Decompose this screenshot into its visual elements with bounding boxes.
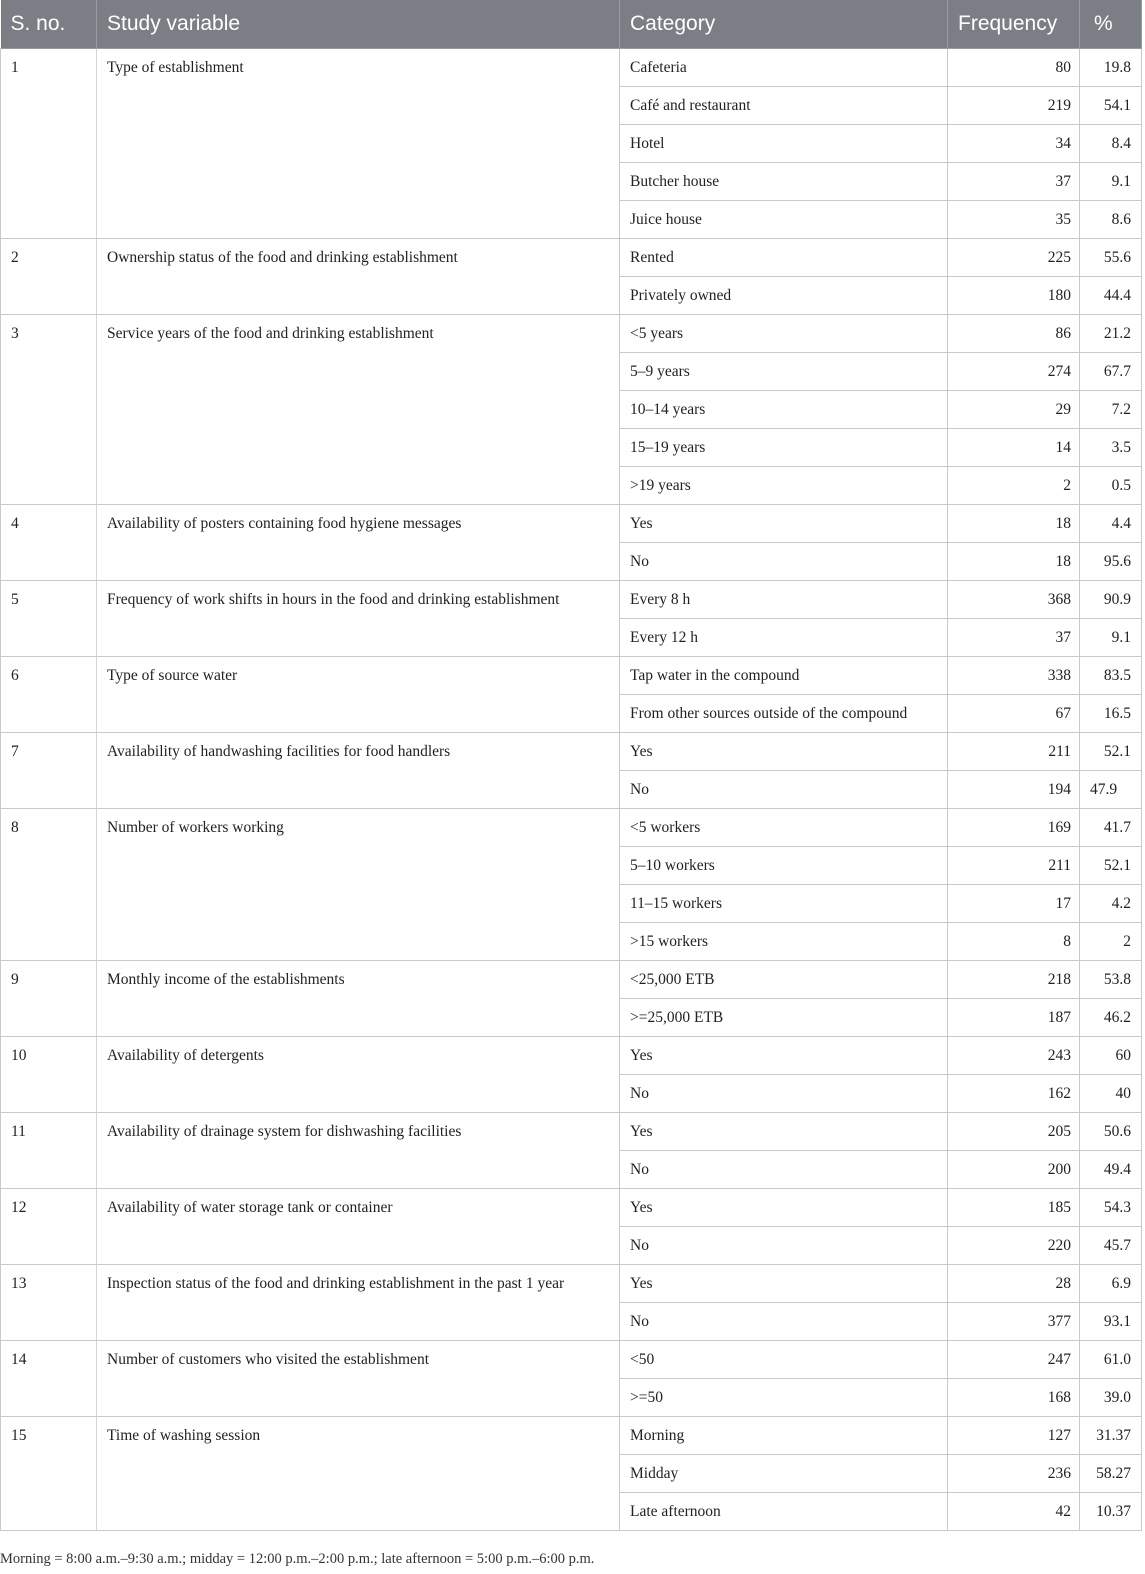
table-row <box>1 1037 1142 1075</box>
cell-category: Yes <box>620 1037 948 1075</box>
cell-category: From other sources outside of the compound <box>620 695 948 733</box>
table-row <box>1 49 1142 87</box>
cell-sno: 8 <box>1 809 97 961</box>
cell-frequency: 211 <box>948 733 1080 771</box>
header-study-variable: Study variable <box>97 0 620 49</box>
cell-sno: 4 <box>1 505 97 581</box>
cell-category: No <box>620 771 948 809</box>
cell-percent: 2 <box>1080 923 1142 961</box>
cell-study-variable: Monthly income of the establishments <box>97 961 620 1037</box>
cell-sno: 5 <box>1 581 97 657</box>
cell-frequency: 185 <box>948 1189 1080 1227</box>
table-row <box>1 733 1142 771</box>
cell-percent: 55.6 <box>1080 239 1142 277</box>
cell-percent: 41.7 <box>1080 809 1142 847</box>
cell-study-variable: Availability of drainage system for dishwashing facilities <box>97 1113 620 1189</box>
cell-frequency: 169 <box>948 809 1080 847</box>
cell-percent: 61.0 <box>1080 1341 1142 1379</box>
cell-frequency: 218 <box>948 961 1080 999</box>
cell-percent: 10.37 <box>1080 1493 1142 1531</box>
cell-study-variable: Type of establishment <box>97 49 620 239</box>
cell-percent: 46.2 <box>1080 999 1142 1037</box>
cell-category: Butcher house <box>620 163 948 201</box>
cell-percent: 60 <box>1080 1037 1142 1075</box>
cell-frequency: 28 <box>948 1265 1080 1303</box>
cell-frequency: 2 <box>948 467 1080 505</box>
cell-frequency: 127 <box>948 1417 1080 1455</box>
cell-percent: 90.9 <box>1080 581 1142 619</box>
cell-category: Yes <box>620 1189 948 1227</box>
table-row <box>1 1189 1142 1227</box>
cell-frequency: 37 <box>948 163 1080 201</box>
cell-frequency: 194 <box>948 771 1080 809</box>
cell-study-variable: Ownership status of the food and drinking establishment <box>97 239 620 315</box>
cell-category: Café and restaurant <box>620 87 948 125</box>
cell-category: Privately owned <box>620 277 948 315</box>
cell-category: No <box>620 1227 948 1265</box>
cell-sno: 13 <box>1 1265 97 1341</box>
cell-frequency: 34 <box>948 125 1080 163</box>
cell-study-variable: Time of washing session <box>97 1417 620 1531</box>
cell-sno: 3 <box>1 315 97 505</box>
cell-frequency: 14 <box>948 429 1080 467</box>
cell-study-variable: Availability of posters containing food hygiene messages <box>97 505 620 581</box>
cell-sno: 1 <box>1 49 97 239</box>
cell-category: Tap water in the compound <box>620 657 948 695</box>
cell-category: 5–10 workers <box>620 847 948 885</box>
cell-category: <25,000 ETB <box>620 961 948 999</box>
header-frequency: Frequency <box>948 0 1080 49</box>
cell-percent: 9.1 <box>1080 619 1142 657</box>
cell-study-variable: Service years of the food and drinking establishment <box>97 315 620 505</box>
table-row <box>1 581 1142 619</box>
table-body <box>1 49 1142 1531</box>
cell-study-variable: Number of customers who visited the establishment <box>97 1341 620 1417</box>
cell-frequency: 180 <box>948 277 1080 315</box>
cell-frequency: 187 <box>948 999 1080 1037</box>
cell-percent: 54.1 <box>1080 87 1142 125</box>
table-row <box>1 961 1142 999</box>
cell-sno: 2 <box>1 239 97 315</box>
cell-frequency: 219 <box>948 87 1080 125</box>
cell-percent: 4.2 <box>1080 885 1142 923</box>
cell-category: Midday <box>620 1455 948 1493</box>
cell-percent: 7.2 <box>1080 391 1142 429</box>
cell-frequency: 368 <box>948 581 1080 619</box>
cell-frequency: 205 <box>948 1113 1080 1151</box>
cell-percent: 0.5 <box>1080 467 1142 505</box>
cell-category: Yes <box>620 505 948 543</box>
cell-category: 11–15 workers <box>620 885 948 923</box>
cell-percent: 6.9 <box>1080 1265 1142 1303</box>
cell-percent: 40 <box>1080 1075 1142 1113</box>
cell-category: >19 years <box>620 467 948 505</box>
cell-percent: 47.9 <box>1080 771 1142 809</box>
cell-percent: 67.7 <box>1080 353 1142 391</box>
cell-percent: 50.6 <box>1080 1113 1142 1151</box>
cell-frequency: 17 <box>948 885 1080 923</box>
cell-frequency: 67 <box>948 695 1080 733</box>
cell-frequency: 18 <box>948 505 1080 543</box>
cell-sno: 11 <box>1 1113 97 1189</box>
cell-study-variable: Availability of water storage tank or container <box>97 1189 620 1265</box>
cell-percent: 19.8 <box>1080 49 1142 87</box>
table-row <box>1 809 1142 847</box>
cell-category: Late afternoon <box>620 1493 948 1531</box>
table-footnote: Morning = 8:00 a.m.–9:30 a.m.; midday = 12:00 p.m.–2:00 p.m.; late afternoon = 5:00 p.m.–6:00 p.m. <box>0 1551 595 1567</box>
cell-category: No <box>620 543 948 581</box>
cell-frequency: 274 <box>948 353 1080 391</box>
cell-frequency: 211 <box>948 847 1080 885</box>
table-row <box>1 1265 1142 1303</box>
cell-study-variable: Inspection status of the food and drinking establishment in the past 1 year <box>97 1265 620 1341</box>
header-row <box>1 0 1142 49</box>
cell-percent: 16.5 <box>1080 695 1142 733</box>
cell-frequency: 86 <box>948 315 1080 353</box>
cell-sno: 10 <box>1 1037 97 1113</box>
cell-frequency: 236 <box>948 1455 1080 1493</box>
cell-study-variable: Availability of detergents <box>97 1037 620 1113</box>
cell-study-variable: Type of source water <box>97 657 620 733</box>
cell-category: Rented <box>620 239 948 277</box>
cell-percent: 8.6 <box>1080 201 1142 239</box>
cell-study-variable: Number of workers working <box>97 809 620 961</box>
header-percent: % <box>1080 0 1142 49</box>
table-row <box>1 505 1142 543</box>
cell-category: Every 8 h <box>620 581 948 619</box>
cell-frequency: 225 <box>948 239 1080 277</box>
cell-frequency: 200 <box>948 1151 1080 1189</box>
cell-percent: 93.1 <box>1080 1303 1142 1341</box>
cell-percent: 4.4 <box>1080 505 1142 543</box>
cell-percent: 58.27 <box>1080 1455 1142 1493</box>
cell-category: <5 workers <box>620 809 948 847</box>
cell-percent: 52.1 <box>1080 733 1142 771</box>
cell-category: Cafeteria <box>620 49 948 87</box>
cell-sno: 7 <box>1 733 97 809</box>
cell-frequency: 42 <box>948 1493 1080 1531</box>
cell-frequency: 220 <box>948 1227 1080 1265</box>
cell-category: 10–14 years <box>620 391 948 429</box>
cell-category: Juice house <box>620 201 948 239</box>
cell-category: No <box>620 1303 948 1341</box>
cell-sno: 9 <box>1 961 97 1037</box>
table-row <box>1 1417 1142 1455</box>
cell-percent: 8.4 <box>1080 125 1142 163</box>
table-row <box>1 1341 1142 1379</box>
cell-percent: 44.4 <box>1080 277 1142 315</box>
cell-frequency: 243 <box>948 1037 1080 1075</box>
table-row <box>1 239 1142 277</box>
cell-category: <50 <box>620 1341 948 1379</box>
cell-study-variable: Frequency of work shifts in hours in the food and drinking establishment <box>97 581 620 657</box>
cell-percent: 54.3 <box>1080 1189 1142 1227</box>
cell-frequency: 8 <box>948 923 1080 961</box>
table-row <box>1 1113 1142 1151</box>
cell-sno: 12 <box>1 1189 97 1265</box>
cell-category: >15 workers <box>620 923 948 961</box>
cell-percent: 52.1 <box>1080 847 1142 885</box>
cell-sno: 14 <box>1 1341 97 1417</box>
cell-percent: 31.37 <box>1080 1417 1142 1455</box>
table-row <box>1 315 1142 353</box>
cell-category: Yes <box>620 733 948 771</box>
cell-percent: 45.7 <box>1080 1227 1142 1265</box>
cell-percent: 95.6 <box>1080 543 1142 581</box>
header-sno: S. no. <box>1 0 97 49</box>
cell-frequency: 29 <box>948 391 1080 429</box>
cell-category: Morning <box>620 1417 948 1455</box>
cell-frequency: 247 <box>948 1341 1080 1379</box>
cell-category: Yes <box>620 1265 948 1303</box>
cell-category: Hotel <box>620 125 948 163</box>
cell-percent: 39.0 <box>1080 1379 1142 1417</box>
cell-frequency: 162 <box>948 1075 1080 1113</box>
cell-category: >=25,000 ETB <box>620 999 948 1037</box>
cell-percent: 3.5 <box>1080 429 1142 467</box>
cell-category: <5 years <box>620 315 948 353</box>
table-row <box>1 657 1142 695</box>
table-header <box>1 0 1142 49</box>
cell-sno: 15 <box>1 1417 97 1531</box>
cell-category: 5–9 years <box>620 353 948 391</box>
cell-frequency: 80 <box>948 49 1080 87</box>
header-category: Category <box>620 0 948 49</box>
cell-percent: 9.1 <box>1080 163 1142 201</box>
cell-category: No <box>620 1151 948 1189</box>
cell-frequency: 18 <box>948 543 1080 581</box>
cell-category: Every 12 h <box>620 619 948 657</box>
cell-sno: 6 <box>1 657 97 733</box>
cell-frequency: 377 <box>948 1303 1080 1341</box>
cell-percent: 49.4 <box>1080 1151 1142 1189</box>
cell-frequency: 37 <box>948 619 1080 657</box>
cell-frequency: 168 <box>948 1379 1080 1417</box>
cell-percent: 83.5 <box>1080 657 1142 695</box>
cell-category: 15–19 years <box>620 429 948 467</box>
cell-category: >=50 <box>620 1379 948 1417</box>
cell-category: Yes <box>620 1113 948 1151</box>
cell-percent: 53.8 <box>1080 961 1142 999</box>
cell-category: No <box>620 1075 948 1113</box>
cell-frequency: 338 <box>948 657 1080 695</box>
cell-study-variable: Availability of handwashing facilities for food handlers <box>97 733 620 809</box>
cell-percent: 21.2 <box>1080 315 1142 353</box>
cell-frequency: 35 <box>948 201 1080 239</box>
